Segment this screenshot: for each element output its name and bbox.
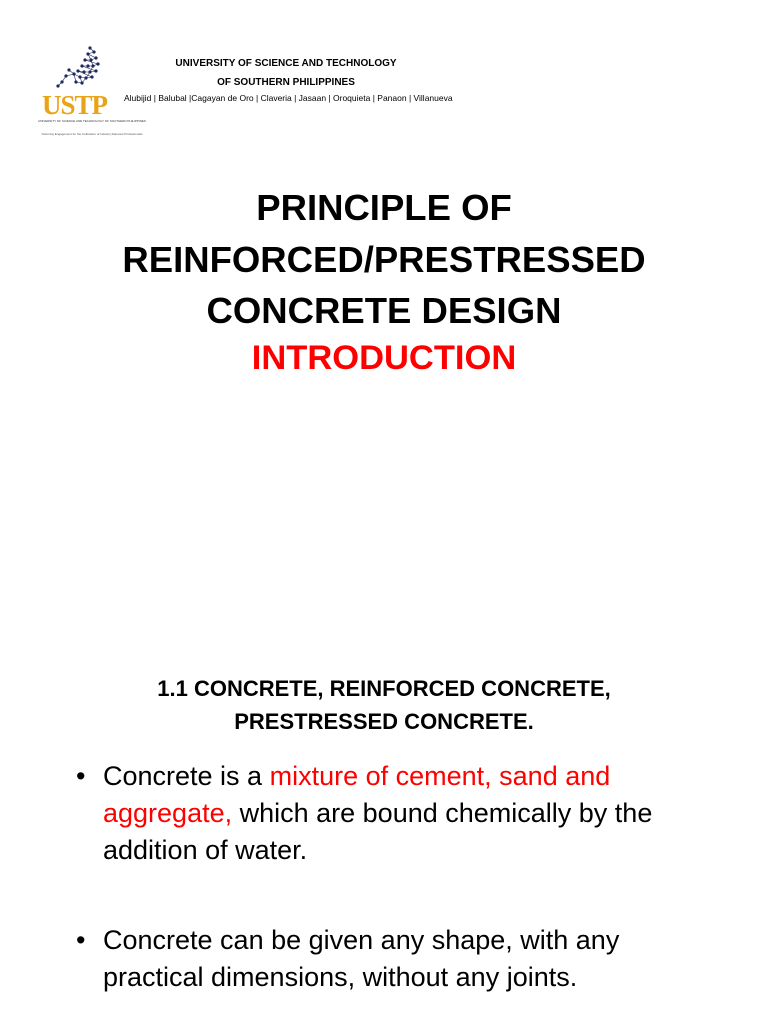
title-line1: PRINCIPLE OF	[256, 187, 512, 228]
page-title	[0, 182, 768, 337]
bullet-marker: •	[76, 761, 86, 791]
bullet-text: Concrete can be given any shape, with any practical dimensions, without any joints.	[103, 925, 620, 992]
section-heading-line2: PRESTRESSED CONCRETE.	[234, 709, 534, 734]
university-name-line2: OF SOUTHERN PHILIPPINES	[217, 77, 355, 88]
bullet-marker: •	[76, 925, 86, 955]
university-name	[156, 54, 416, 92]
ustp-logo	[36, 44, 148, 140]
bullet-text-before: Concrete is a	[103, 761, 270, 791]
bullet-item	[76, 758, 716, 869]
bullet-highlight: mixture of cement, sand and aggregate,	[103, 761, 611, 828]
bullet-text-after: which are bound chemically by the addition of water.	[103, 798, 653, 865]
section-heading	[0, 672, 768, 738]
title-line3: CONCRETE DESIGN	[206, 290, 562, 331]
campus-list: Alubijid | Balubal |Cagayan de Oro | Claveria | Jasaan | Oroquieta | Panaon | Villanueva	[124, 93, 453, 103]
university-header	[36, 44, 492, 140]
logo-subtext: UNIVERSITY OF SCIENCE AND TECHNOLOGY OF SOUTHERN PHILIPPINES	[38, 119, 146, 123]
bullet-text	[103, 758, 716, 869]
bullet-item	[76, 922, 716, 996]
university-name-line1: UNIVERSITY OF SCIENCE AND TECHNOLOGY	[175, 58, 397, 69]
section-heading-line1: 1.1 CONCRETE, REINFORCED CONCRETE,	[157, 676, 611, 701]
logo-wordmark: USTP	[42, 90, 108, 120]
logo-tagline: Nurturing Engagement for the Cultivation of Industry Relevant Professionals	[41, 132, 143, 136]
title-line2: REINFORCED/PRESTRESSED	[122, 238, 646, 280]
page-subtitle: INTRODUCTION	[251, 339, 517, 377]
